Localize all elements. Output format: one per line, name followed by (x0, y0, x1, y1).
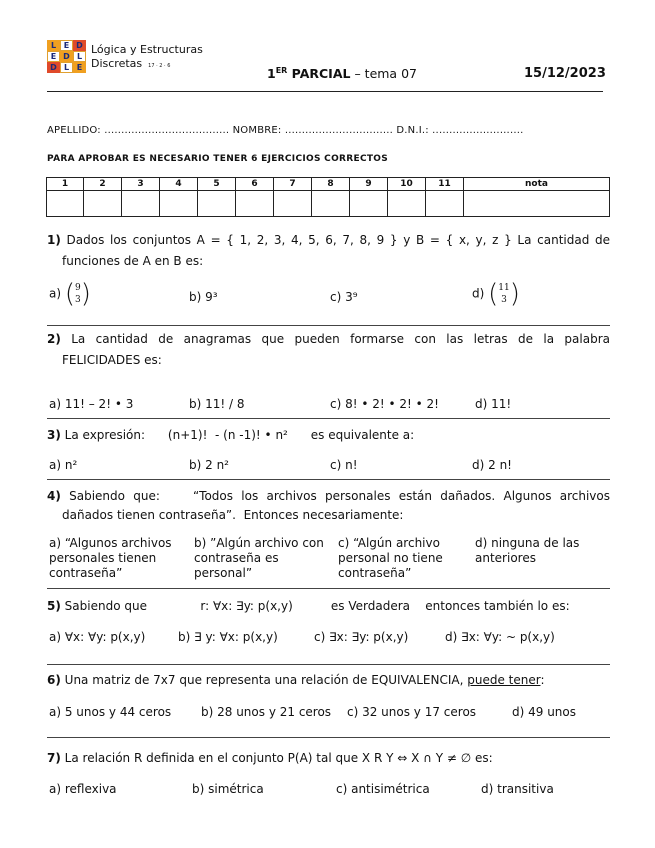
question-divider (47, 479, 610, 480)
logo-cell: L (47, 40, 60, 51)
q2-option-d[interactable]: d) 11! (475, 397, 512, 411)
q5-option-c[interactable]: c) ∃x: ∃y: p(x,y) (314, 630, 409, 644)
exam-date: 15/12/2023 (524, 66, 606, 81)
grid-cell[interactable] (274, 191, 312, 217)
logo-cell: D (47, 62, 60, 73)
q3-option-a[interactable]: a) n² (49, 458, 78, 472)
q3-option-d[interactable]: d) 2 n! (472, 458, 512, 472)
q7-option-b[interactable]: b) simétrica (192, 782, 264, 796)
q5-option-b[interactable]: b) ∃ y: ∀x: p(x,y) (178, 630, 278, 644)
q4-option-c[interactable]: c) “Algún archivo personal no tiene contraseña” (338, 536, 443, 580)
q2-option-c[interactable]: c) 8! • 2! • 2! • 2! (330, 397, 439, 411)
binomial-coefficient: ( 11 3 ) (488, 279, 520, 309)
q6-option-a[interactable]: a) 5 unos y 44 ceros (49, 705, 172, 719)
q6-option-c[interactable]: c) 32 unos y 17 ceros (347, 705, 477, 719)
q5-option-d[interactable]: d) ∃x: ∀y: ~ p(x,y) (445, 630, 555, 644)
logo-cell: D (73, 40, 86, 51)
grid-header: 9 (350, 178, 388, 191)
grid-header: nota (464, 178, 610, 191)
question-4: 4) Sabiendo que: “Todos los archivos personales están dañados. Algunos archivos dañados tienen contraseña”. Entonces necesariamente: (47, 489, 610, 522)
logo-cell: D (60, 51, 73, 62)
student-id-fields: APELLIDO: ..................................... NOMBRE: ................................ D.N.I.: ....................….... (47, 125, 524, 136)
grid-cell[interactable] (198, 191, 236, 217)
grid-cell[interactable] (236, 191, 274, 217)
q7-option-a[interactable]: a) reflexiva (49, 782, 117, 796)
question-3: 3) La expresión: (n+1)! - (n -1)! • n² es equivalente a: (47, 428, 415, 442)
q2-option-b[interactable]: b) 11! / 8 (189, 397, 245, 411)
question-6: 6) Una matriz de 7x7 que representa una relación de EQUIVALENCIA, puede tener: (47, 673, 545, 687)
grid-cell[interactable] (160, 191, 198, 217)
exam-title: 1ER PARCIAL – tema 07 (267, 66, 417, 82)
question-5: 5) Sabiendo que r: ∀x: ∃y: p(x,y) es Verdadera entonces también lo es: (47, 599, 570, 613)
q3-option-c[interactable]: c) n! (330, 458, 358, 472)
passing-requirement: PARA APROBAR ES NECESARIO TENER 6 EJERCICIOS CORRECTOS (47, 154, 389, 164)
question-divider (47, 325, 610, 326)
question-divider (47, 588, 610, 589)
logo-cell: E (60, 40, 73, 51)
grid-cell-nota[interactable] (464, 191, 610, 217)
year-code: 17 · 2 · 6 (148, 63, 171, 69)
grid-cell[interactable] (47, 191, 84, 217)
q4-option-d[interactable]: d) ninguna de las anteriores (475, 536, 580, 565)
q3-option-b[interactable]: b) 2 n² (189, 458, 229, 472)
logo-cell: L (60, 62, 73, 73)
grid-cell[interactable] (426, 191, 464, 217)
logo-cell: E (47, 51, 60, 62)
q6-option-d[interactable]: d) 49 unos (512, 705, 577, 719)
question-divider (47, 418, 610, 419)
grid-cell[interactable] (350, 191, 388, 217)
q2-option-a[interactable]: a) 11! – 2! • 3 (49, 397, 134, 411)
grid-cell[interactable] (312, 191, 350, 217)
grid-header: 11 (426, 178, 464, 191)
logo-cell: E (73, 62, 86, 73)
grid-header: 3 (122, 178, 160, 191)
q5-option-a[interactable]: a) ∀x: ∀y: p(x,y) (49, 630, 146, 644)
course-name: Lógica y Estructuras Discretas 17 · 2 · 6 (91, 43, 203, 70)
grid-cell[interactable] (84, 191, 122, 217)
q4-option-b[interactable]: b) ”Algún archivo con contraseña es personal” (194, 536, 324, 580)
grid-header: 2 (84, 178, 122, 191)
logo (47, 40, 86, 73)
grid-header: 10 (388, 178, 426, 191)
question-1: 1) Dados los conjuntos A = { 1, 2, 3, 4, 5, 6, 7, 8, 9 } y B = { x, y, z } La cantidad de funciones de A en B es: (47, 233, 610, 268)
question-2: 2) La cantidad de anagramas que pueden formarse con las letras de la palabra FELICIDADES es: (47, 332, 610, 367)
q7-option-d[interactable]: d) transitiva (481, 782, 554, 796)
question-divider (47, 664, 610, 665)
grid-cell[interactable] (122, 191, 160, 217)
q1-option-c[interactable]: c) 3⁹ (330, 290, 358, 304)
binomial-coefficient: ( 9 3 ) (64, 279, 91, 309)
q1-option-d[interactable]: d) ( 11 3 ) (472, 279, 520, 309)
grid-header: 7 (274, 178, 312, 191)
logo-cell: L (73, 51, 86, 62)
question-divider (47, 737, 610, 738)
q1-option-b[interactable]: b) 9³ (189, 290, 218, 304)
tema: – tema 07 (350, 66, 417, 82)
question-7: 7) La relación R definida en el conjunto P(A) tal que X R Y ⇔ X ∩ Y ≠ ∅ es: (47, 751, 493, 765)
grid-header: 4 (160, 178, 198, 191)
grid-header: 6 (236, 178, 274, 191)
q6-option-b[interactable]: b) 28 unos y 21 ceros (201, 705, 332, 719)
q4-option-a[interactable]: a) “Algunos archivos personales tienen contraseña” (49, 536, 172, 580)
grid-header: 1 (47, 178, 84, 191)
score-grid (46, 177, 610, 217)
header-divider (47, 91, 603, 92)
q7-option-c[interactable]: c) antisimétrica (336, 782, 430, 796)
grid-header: 5 (198, 178, 236, 191)
q1-option-a[interactable]: a) ( 9 3 ) (49, 279, 91, 309)
grid-header: 8 (312, 178, 350, 191)
grid-cell[interactable] (388, 191, 426, 217)
